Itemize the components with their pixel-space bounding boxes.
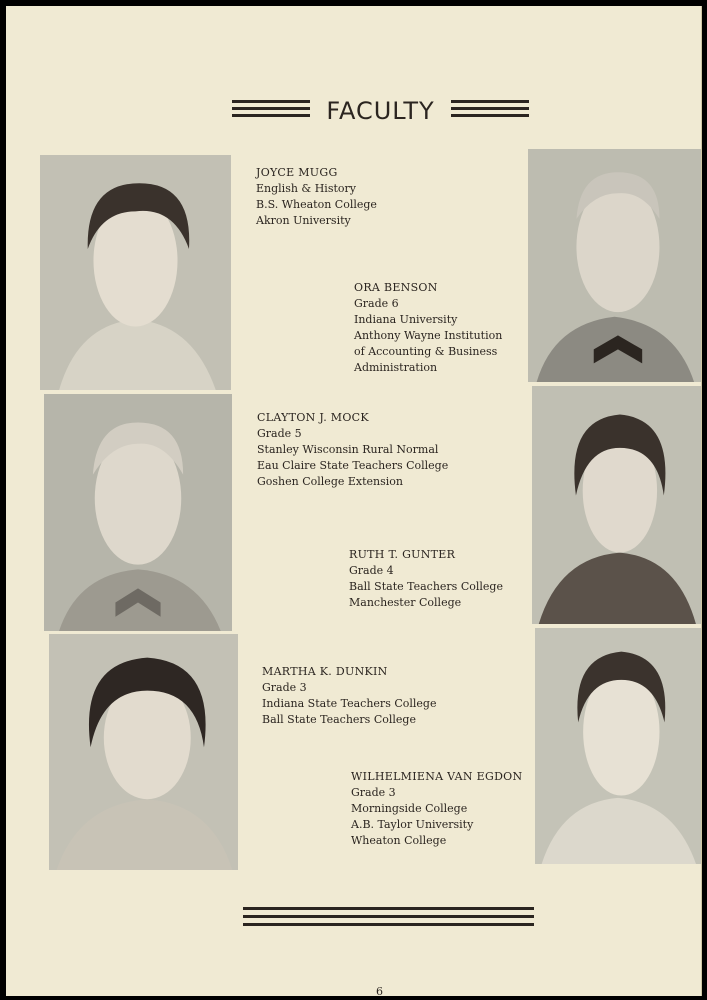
faculty-name: MARTHA K. DUNKIN (262, 665, 388, 678)
faculty-detail: Akron University (256, 214, 351, 227)
page-title: FACULTY (326, 97, 435, 125)
faculty-detail: Administration (354, 361, 438, 374)
faculty-bio (256, 165, 377, 229)
faculty-detail: Anthony Wayne Institution (354, 329, 503, 342)
faculty-detail: English & History (256, 182, 356, 195)
faculty-detail: of Accounting & Business (354, 345, 498, 358)
faculty-detail: Grade 6 (354, 297, 399, 310)
faculty-name: WILHELMIENA VAN EGDON (351, 770, 523, 783)
faculty-name: JOYCE MUGG (256, 166, 338, 179)
faculty-detail: Grade 3 (262, 681, 307, 694)
faculty-detail: Goshen College Extension (257, 475, 403, 488)
faculty-bio (257, 410, 448, 490)
faculty-detail: Ball State Teachers College (349, 580, 503, 593)
faculty-detail: Indiana University (354, 313, 458, 326)
faculty-detail: A.B. Taylor University (351, 818, 474, 831)
faculty-detail: Grade 4 (349, 564, 394, 577)
faculty-detail: Manchester College (349, 596, 462, 609)
faculty-detail: Wheaton College (351, 834, 447, 847)
portrait-photo (44, 394, 232, 631)
faculty-detail: Eau Claire State Teachers College (257, 459, 449, 472)
faculty-name: RUTH T. GUNTER (349, 548, 456, 561)
page-header (232, 96, 529, 126)
portrait-photo (528, 149, 701, 382)
portrait-photo (40, 155, 231, 390)
yearbook-page (6, 6, 702, 996)
faculty-bio (351, 769, 522, 849)
faculty-bio (262, 664, 436, 728)
faculty-detail: B.S. Wheaton College (256, 198, 377, 211)
faculty-detail: Grade 5 (257, 427, 302, 440)
footer-rule (243, 907, 534, 931)
portrait-photo (49, 634, 238, 870)
header-rule-right (451, 100, 529, 121)
faculty-detail: Grade 3 (351, 786, 396, 799)
portrait-photo (535, 628, 701, 864)
faculty-bio (354, 280, 502, 376)
faculty-detail: Ball State Teachers College (262, 713, 416, 726)
portrait-photo (532, 386, 701, 624)
page-number: 6 (376, 985, 383, 998)
faculty-bio (349, 547, 503, 611)
faculty-detail: Indiana State Teachers College (262, 697, 437, 710)
faculty-name: ORA BENSON (354, 281, 438, 294)
faculty-name: CLAYTON J. MOCK (257, 411, 369, 424)
faculty-detail: Stanley Wisconsin Rural Normal (257, 443, 439, 456)
faculty-detail: Morningside College (351, 802, 468, 815)
